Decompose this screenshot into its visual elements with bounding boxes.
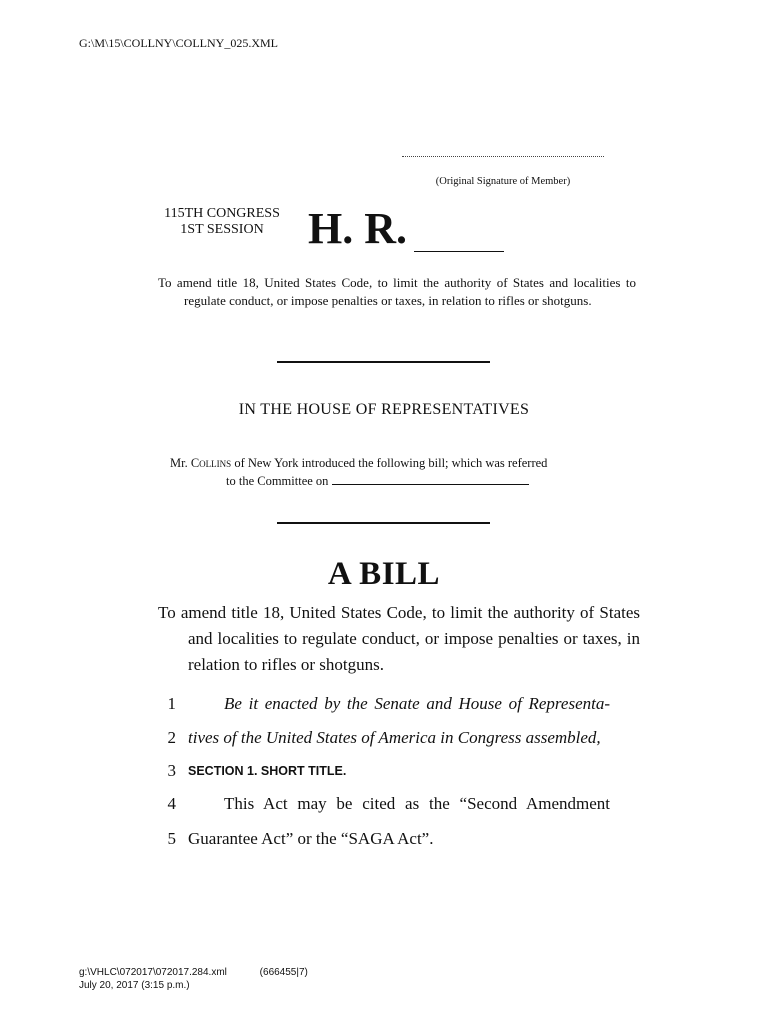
section-text: Guarantee Act” or the “SAGA Act”. [188,829,434,848]
line-number: 2 [167,728,176,747]
committee-text: to the Committee on [226,474,329,488]
enacting-clause: tives of the United States of America in Congress assembled, [188,728,601,747]
congress-number: 115TH CONGRESS [164,206,280,221]
long-title: To amend title 18, United States Code, to limit the authority of States and localities to regulate conduct, or impose penalties or taxes, in relation to rifles or shotguns. [158,603,640,674]
introduction-text: of New York introduced the following bill; which was referred [234,456,548,470]
signature-line [402,156,604,157]
line-number: 5 [167,829,176,848]
session-label: 1ST SESSION [180,222,264,237]
file-path: G:\M\15\COLLNY\COLLNY_025.XML [79,36,278,50]
footer-file: g:\VHLC\072017\072017.284.xml [79,967,227,978]
bill-line [158,725,610,751]
bill-line [158,791,610,817]
footer-date: July 20, 2017 (3:15 p.m.) [79,980,190,991]
bill-line [158,758,610,784]
bill-line [158,826,610,852]
divider-rule [277,361,490,363]
bill-number-blank [414,251,504,252]
enacting-clause: Be it enacted by the Senate and House of Representa- [224,694,610,713]
bill-designation: H. R. [308,204,407,253]
footer [79,966,308,992]
signature-caption: (Original Signature of Member) [435,176,571,187]
bill-summary: To amend title 18, United States Code, to limit the authority of States and localities to regulate conduct, or impose penalties or taxes, in relation to rifles or shotguns. [158,275,636,308]
line-number: 3 [167,761,176,780]
line-number: 4 [167,794,176,813]
congress-session-block [158,206,286,238]
footer-doc-id: (666455|7) [259,967,308,978]
section-text: This Act may be cited as the “Second Amendment [224,794,610,813]
chamber-heading: IN THE HOUSE OF REPRESENTATIVES [238,401,530,418]
committee-blank [332,483,529,485]
bill-heading: A BILL [327,556,441,592]
bill-line [158,691,610,717]
introduction-statement [170,454,602,490]
line-number: 1 [167,694,176,713]
sponsor-prefix: Mr. [170,456,188,470]
divider-rule [277,522,490,524]
section-heading: SECTION 1. SHORT TITLE. [188,764,347,778]
sponsor-name: Collins [190,456,232,470]
